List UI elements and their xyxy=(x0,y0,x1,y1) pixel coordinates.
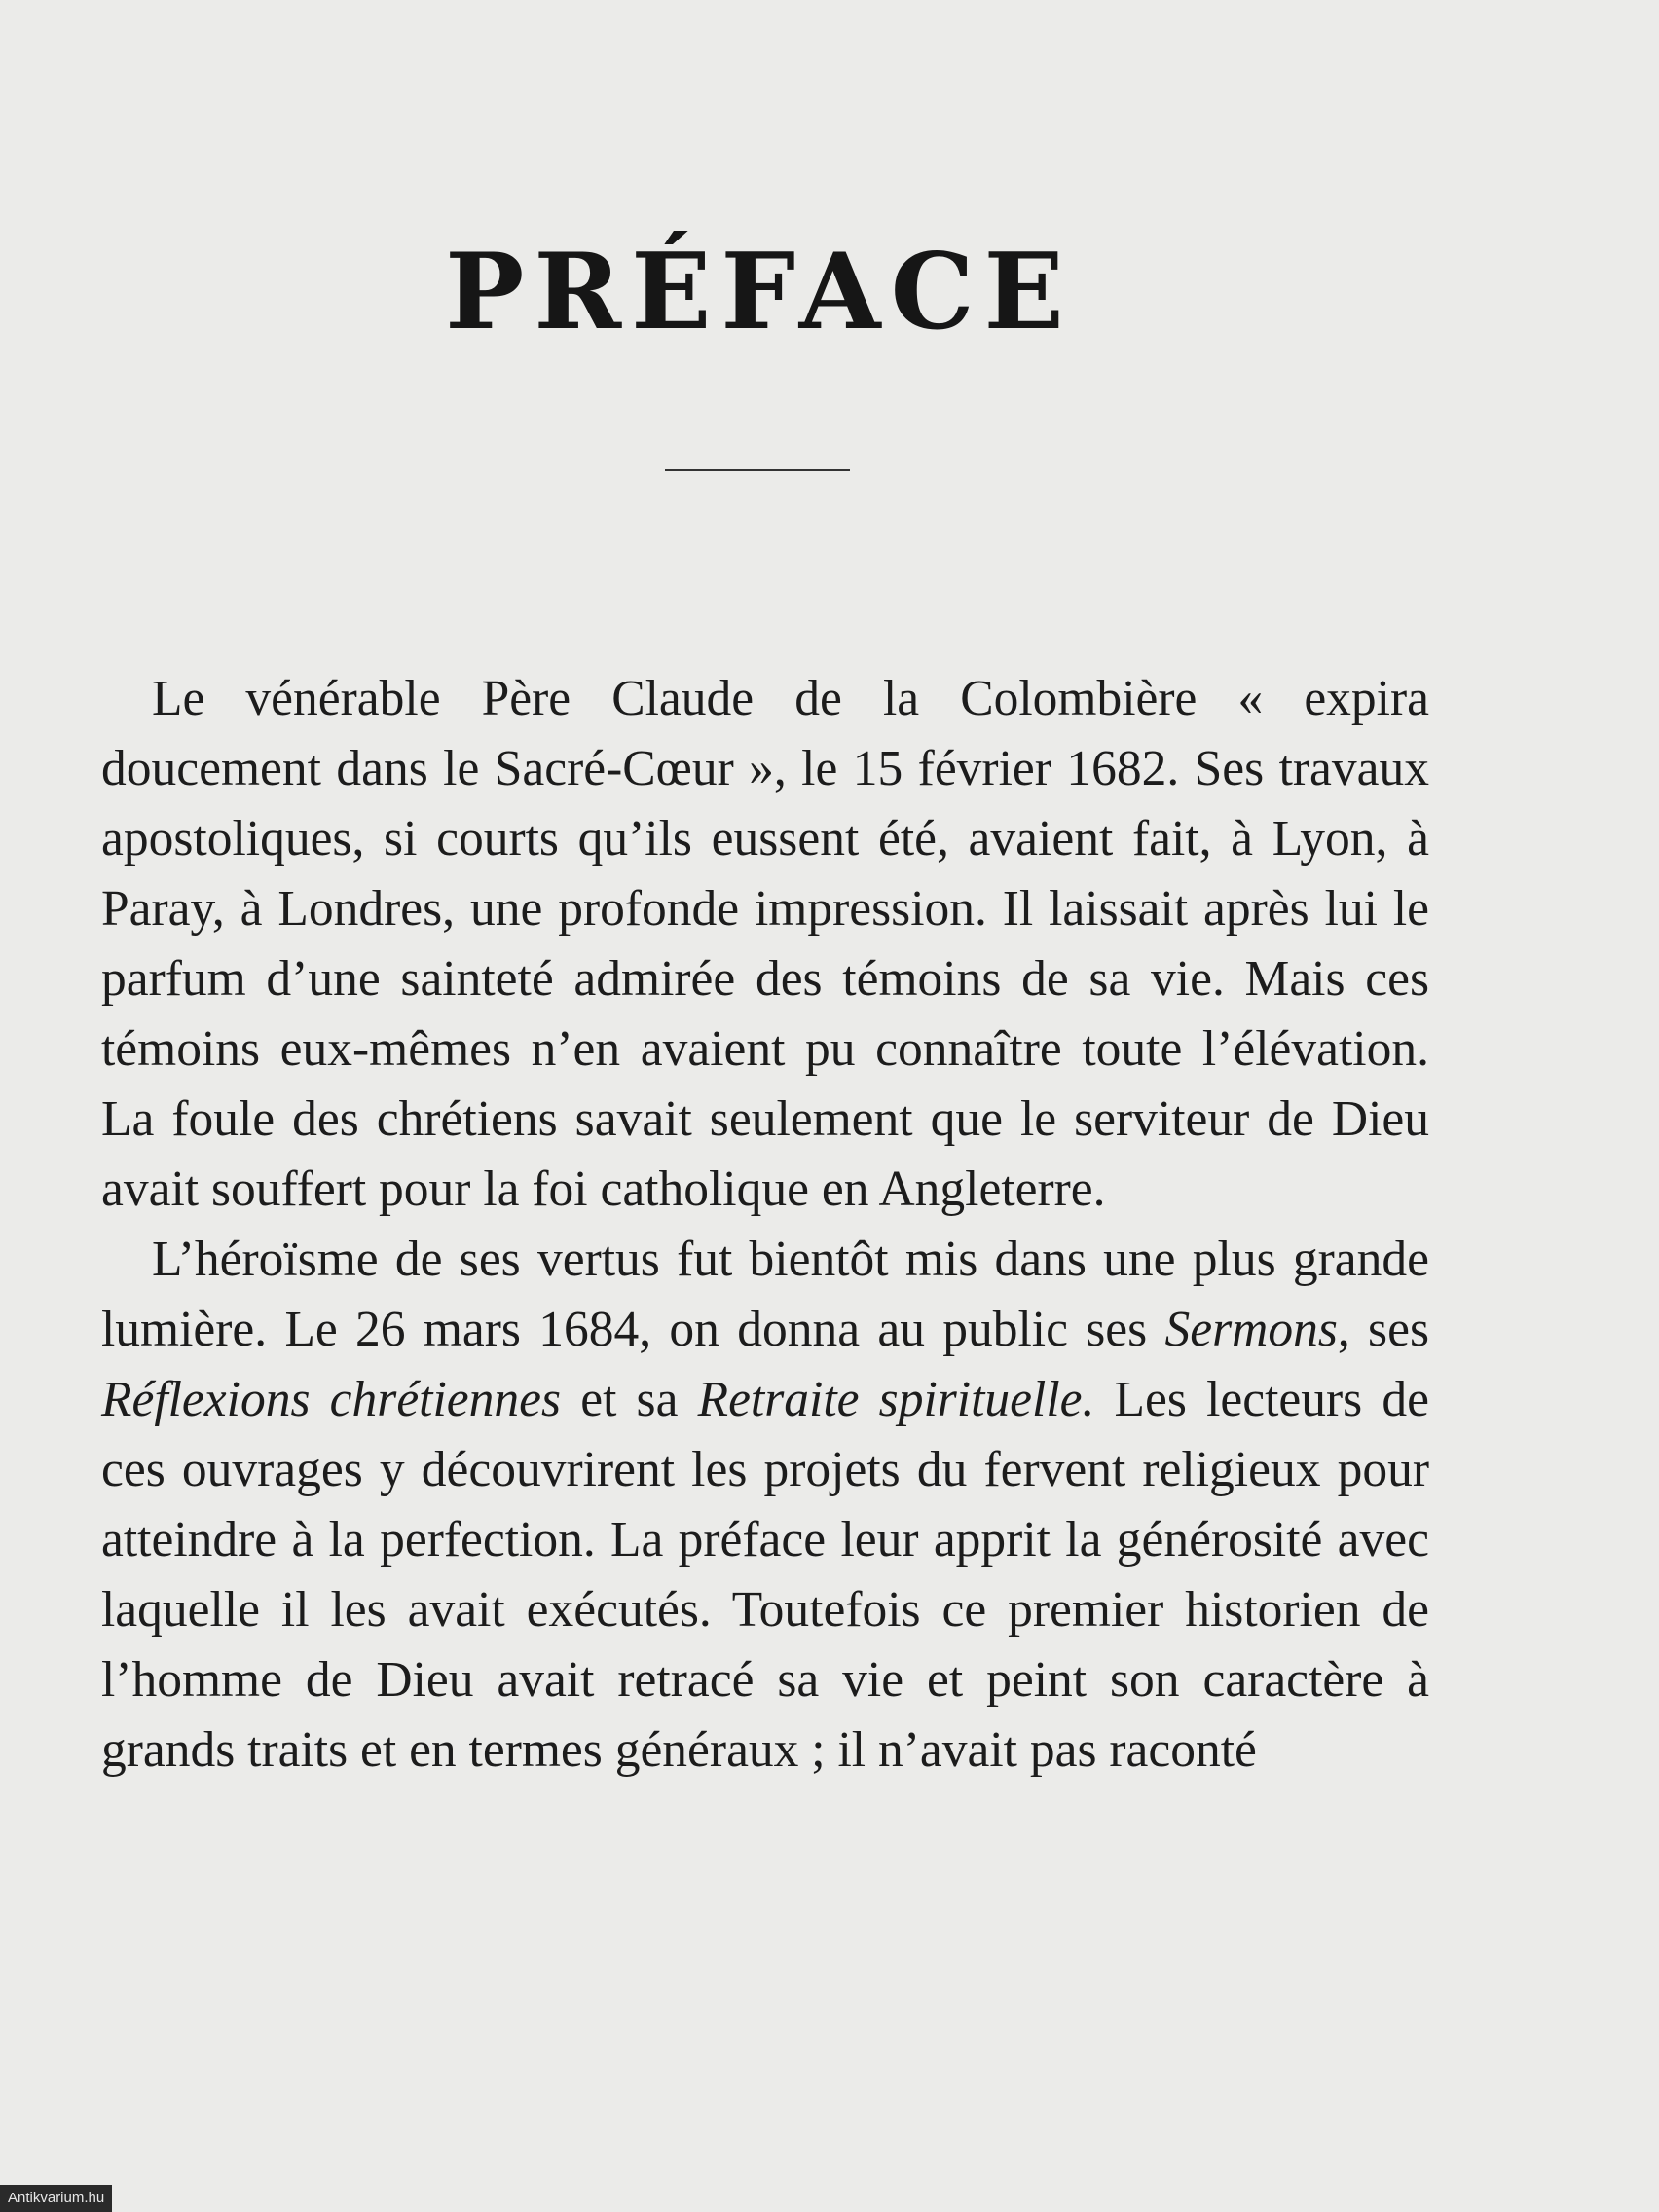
paragraph-2-text-c: et sa xyxy=(561,1372,698,1427)
paragraph-1: Le vénérable Père Claude de la Colombière « expira doucement dans le Sacré-Cœur », le 15 février 1682. Ses travaux apostoliques, si courts qu’ils eussent été, avaient fait, à Lyon, à Paray, à Londres, une profonde impression. Il laissait après lui le parfum d’une sainteté admirée des témoins de sa vie. Mais ces témoins eux-mêmes n’en avaient pu connaître toute l’élévation. La foule des chrétiens savait seulement que le serviteur de Dieu avait souffert pour la foi catholique en Angleterre. xyxy=(101,671,1429,1217)
title-retraite: Retraite spirituelle. xyxy=(697,1372,1095,1427)
paragraph-2-text-b: , ses xyxy=(1337,1302,1429,1357)
title-reflexions: Réflexions chrétiennes xyxy=(101,1372,562,1427)
preface-body xyxy=(101,664,1429,1786)
title-divider xyxy=(665,469,850,471)
title-sermons: Sermons xyxy=(1164,1302,1338,1357)
source-watermark: Antikvarium.hu xyxy=(0,2185,112,2212)
paragraph-2 xyxy=(101,1225,1429,1786)
paragraph-2-text-d: Les lecteurs de ces ouvrages y découvrirent les projets du fervent religieux pour atteindre à la perfection. La préface leur apprit la générosité avec laquelle il les avait exécutés. Toutefois ce premier historien de l’homme de Dieu avait retracé sa vie et peint son caractère à grands traits et en termes généraux ; il n’avait pas raconté xyxy=(101,1372,1429,1778)
page-title: PRÉFACE xyxy=(445,231,1074,353)
paragraph-2-text-a: L’héroïsme de ses vertus fut bientôt mis dans une plus grande lumière. Le 26 mars 1684, on donna au public ses xyxy=(101,1232,1429,1357)
